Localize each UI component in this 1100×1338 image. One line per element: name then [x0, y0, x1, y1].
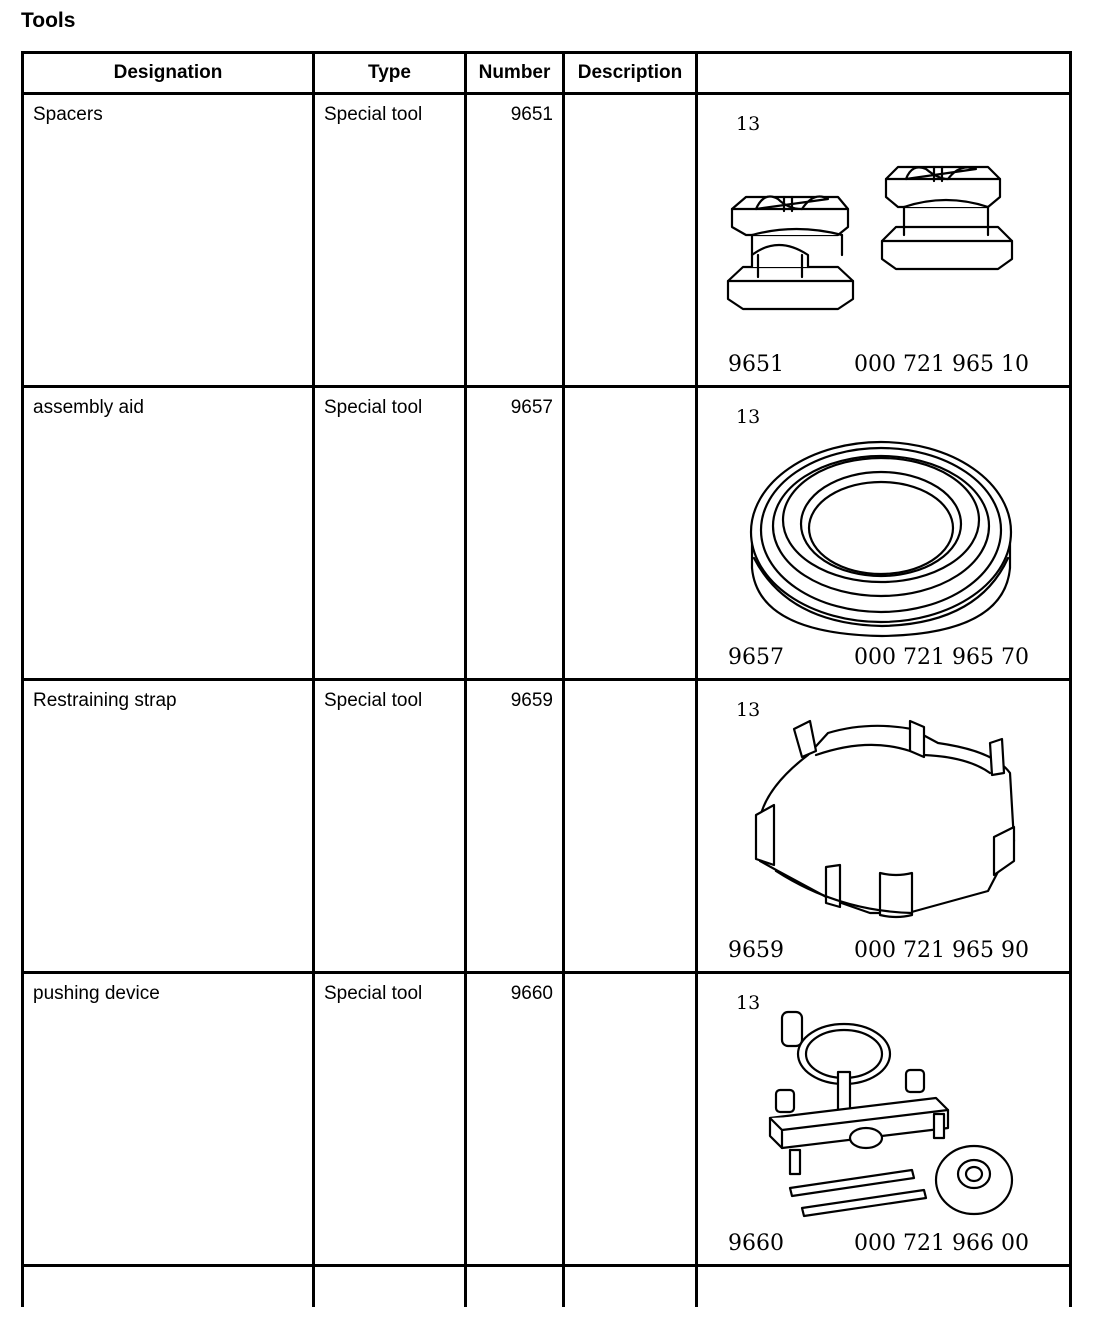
- assembly-aid-drawing: [698, 388, 1072, 678]
- designation-cell: [23, 680, 314, 973]
- empty-cell: [564, 1266, 697, 1308]
- figure-part-number: 000 721 965 90: [854, 938, 1029, 963]
- number-text: 9659: [510, 690, 553, 711]
- type-text: Special tool: [324, 397, 423, 418]
- figure-part-number: 000 721 965 70: [854, 645, 1029, 670]
- description-cell: [564, 973, 697, 1266]
- type-text: Special tool: [324, 104, 423, 125]
- table-row: [23, 680, 1071, 973]
- figure-cell: [697, 94, 1071, 387]
- description-cell: [564, 387, 697, 680]
- designation-cell: [23, 94, 314, 387]
- description-text: [565, 388, 695, 397]
- figure-index: 13: [736, 406, 761, 428]
- empty-cell: [23, 1266, 314, 1308]
- tools-table: [21, 51, 1072, 1307]
- restraining-strap-drawing: [698, 681, 1072, 971]
- figure-cell: [697, 680, 1071, 973]
- figure-tool-number: 9659: [728, 938, 784, 963]
- figure-tool-number: 9660: [728, 1231, 784, 1256]
- number-cell: [466, 680, 564, 973]
- type-cell: [314, 973, 466, 1266]
- designation-text: assembly aid: [33, 397, 144, 418]
- spacers-drawing: [698, 95, 1072, 385]
- figure-part-number: 000 721 965 10: [854, 352, 1029, 377]
- figure-index: 13: [736, 699, 761, 721]
- figure-index: 13: [736, 113, 761, 135]
- figure-index: 13: [736, 992, 761, 1014]
- figure-tool-number: 9651: [728, 352, 784, 377]
- header-type: Type: [314, 53, 466, 94]
- empty-cell: [314, 1266, 466, 1308]
- type-text: Special tool: [324, 983, 423, 1004]
- description-cell: [564, 680, 697, 973]
- type-cell: [314, 94, 466, 387]
- description-text: [565, 681, 695, 690]
- header-number: Number: [466, 53, 564, 94]
- description-text: [565, 95, 695, 104]
- type-text: Special tool: [324, 690, 423, 711]
- figure-part-number: 000 721 966 00: [854, 1231, 1029, 1256]
- table-header-row: [23, 53, 1071, 94]
- number-text: 9651: [510, 104, 553, 125]
- empty-cell: [466, 1266, 564, 1308]
- table-row: [23, 1266, 1071, 1308]
- designation-text: Restraining strap: [33, 690, 177, 711]
- empty-cell: [697, 1266, 1071, 1308]
- number-cell: [466, 973, 564, 1266]
- pushing-device-drawing: [698, 974, 1072, 1264]
- type-cell: [314, 387, 466, 680]
- number-cell: [466, 387, 564, 680]
- number-text: 9657: [510, 397, 553, 418]
- header-description: Description: [564, 53, 697, 94]
- description-cell: [564, 94, 697, 387]
- header-designation: Designation: [23, 53, 314, 94]
- designation-cell: [23, 387, 314, 680]
- designation-text: Spacers: [33, 104, 103, 125]
- number-cell: [466, 94, 564, 387]
- table-row: [23, 94, 1071, 387]
- page-title: Tools: [21, 9, 76, 32]
- table-row: [23, 973, 1071, 1266]
- table-row: [23, 387, 1071, 680]
- type-cell: [314, 680, 466, 973]
- number-text: 9660: [510, 983, 553, 1004]
- designation-text: pushing device: [33, 983, 160, 1004]
- figure-cell: [697, 973, 1071, 1266]
- figure-cell: [697, 387, 1071, 680]
- header-figure: [697, 53, 1071, 94]
- designation-cell: [23, 973, 314, 1266]
- description-text: [565, 974, 695, 983]
- figure-tool-number: 9657: [728, 645, 784, 670]
